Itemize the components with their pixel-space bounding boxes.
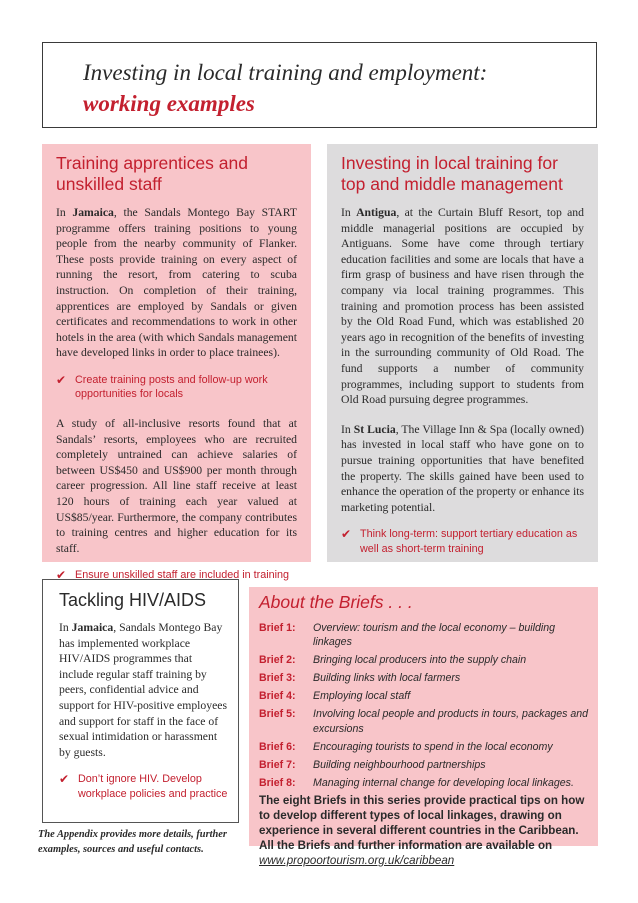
brief-row xyxy=(259,776,590,790)
place-name: Jamaica xyxy=(72,206,114,219)
section-paragraph xyxy=(341,422,584,516)
brief-row xyxy=(259,621,590,650)
brief-row xyxy=(259,671,590,685)
brief-list xyxy=(259,621,590,794)
top-management-panel xyxy=(327,144,598,562)
text-rest: , at the Curtain Bluff Resort, top and middle managerial positions are occupied by Antiguans. Some have come through tertiary education facilities and some are locals that have a firm grasp of business and have risen through the company via local training programmes. This training and promotion process has been assisted by the Old Road Fund, which was established 20 years ago in recognition of the benefits of investing in the surrounding community of Old Road. The fund supports a number of community programmes, including support to students from Old Road pursuing degree programmes. xyxy=(341,206,584,407)
tip-bullet xyxy=(59,772,228,801)
brief-title: Encouraging tourists to spend in the local economy xyxy=(313,740,553,753)
website-link[interactable]: www.propoortourism.org.uk/caribbean xyxy=(259,854,455,867)
brief-title: Involving local people and products in tours, packages and excursions xyxy=(313,708,589,735)
section-paragraph xyxy=(56,205,297,361)
text-rest: , the Sandals Montego Bay START programme offers training positions to young people from the nearby community of Flanker. These posts provide training on every aspect of running the resort, from catering to scuba instruction. On completion of their training, apprentices are employed by Sandals or given certificates and recommendations to work in other hotels in the area (with which Sandals management have developed links in order to place trainees). xyxy=(56,206,297,360)
about-briefs-box xyxy=(249,587,598,867)
checkmark-icon: ✔ xyxy=(56,372,67,387)
summary-text: The eight Briefs in this series provide practical tips on how to develop different types of local linkages, drawing on experience in several different countries in the Caribbean. All the Briefs and further information are available on xyxy=(259,794,585,852)
tip-text: Ensure unskilled staff are included in training xyxy=(75,569,290,582)
brief-number: Brief 1: xyxy=(259,622,296,634)
page-title-line2: working examples xyxy=(83,91,255,116)
brief-number: Brief 8: xyxy=(259,776,296,789)
section-heading: Training apprentices and unskilled staff xyxy=(56,153,248,194)
section-heading: Investing in local training for top and middle management xyxy=(341,153,563,194)
text-rest: , The Village Inn & Spa (locally owned) has invested in local staff who have gone on to pursue training opportunities that have benefited the property. The skills gained have been used to enhance the operation of the property or enhance its marketing potential. xyxy=(341,422,584,514)
text-prefix: In xyxy=(56,206,73,219)
brief-row xyxy=(259,758,590,772)
hiv-aids-box xyxy=(42,579,239,823)
text-prefix: In xyxy=(341,206,357,219)
appendix-note: The Appendix provides more details, further examples, sources and useful contacts. xyxy=(38,829,227,855)
brief-title: Bringing local producers into the supply chain xyxy=(313,654,527,667)
title-box xyxy=(42,42,597,128)
brief-title: Overview: tourism and the local economy – building linkages xyxy=(313,622,556,649)
section-heading: About the Briefs . . . xyxy=(259,592,413,612)
text-prefix: In xyxy=(341,422,354,436)
checkmark-icon: ✔ xyxy=(341,527,352,542)
page-title-line1: Investing in local training and employment: xyxy=(83,60,488,85)
section-heading: Tackling HIV/AIDS xyxy=(59,590,207,610)
section-paragraph xyxy=(341,205,584,408)
brief-title: Employing local staff xyxy=(313,690,411,703)
place-name: Jamaica xyxy=(71,621,114,634)
brief-number: Brief 5: xyxy=(259,708,296,721)
text-rest: , Sandals Montego Bay has implemented workplace HIV/AIDS programmes that include regular staff training by peers, confidential advice and support for HIV-positive employees and support for staff in the face of sexual intimidation or harassment by guests. xyxy=(59,621,228,759)
brief-title: Managing internal change for developing local linkages. xyxy=(313,776,574,789)
brief-row xyxy=(259,653,590,667)
brief-title: Building links with local farmers xyxy=(313,672,461,685)
training-apprentices-panel xyxy=(42,144,311,583)
tip-text: Create training posts and follow-up work opportunities for locals xyxy=(75,373,268,401)
tip-bullet xyxy=(56,373,297,402)
briefs-summary xyxy=(259,793,590,868)
text-prefix: In xyxy=(59,621,72,634)
brief-number: Brief 4: xyxy=(259,690,296,703)
checkmark-icon: ✔ xyxy=(59,772,70,787)
section-paragraph xyxy=(59,620,228,760)
tip-bullet xyxy=(341,527,584,556)
tip-text: Think long-term: support tertiary education as well as short-term training xyxy=(360,528,578,555)
brief-title: Building neighbourhood partnerships xyxy=(313,758,486,771)
brief-number: Brief 2: xyxy=(259,654,296,667)
place-name: St Lucia xyxy=(353,422,396,436)
brief-row xyxy=(259,740,590,754)
brief-row xyxy=(259,707,590,736)
brief-number: Brief 6: xyxy=(259,740,296,753)
brief-number: Brief 7: xyxy=(259,758,296,771)
brief-number: Brief 3: xyxy=(259,672,296,685)
brief-row xyxy=(259,689,590,703)
place-name: Antigua xyxy=(356,206,397,219)
tip-text: Don’t ignore HIV. Develop workplace policies and practice xyxy=(78,773,228,800)
section-paragraph: A study of all-inclusive resorts found that at Sandals’ resorts, employees who are recruited completely untrained can achieve salaries of between US$450 and US$900 per month through career progression. All line staff receive at least 120 hours of training each year valued at US$85/year. Furthermore, the company contributes to training centres and higher education for its staff. xyxy=(56,416,297,555)
checkmark-icon: ✔ xyxy=(56,568,67,583)
